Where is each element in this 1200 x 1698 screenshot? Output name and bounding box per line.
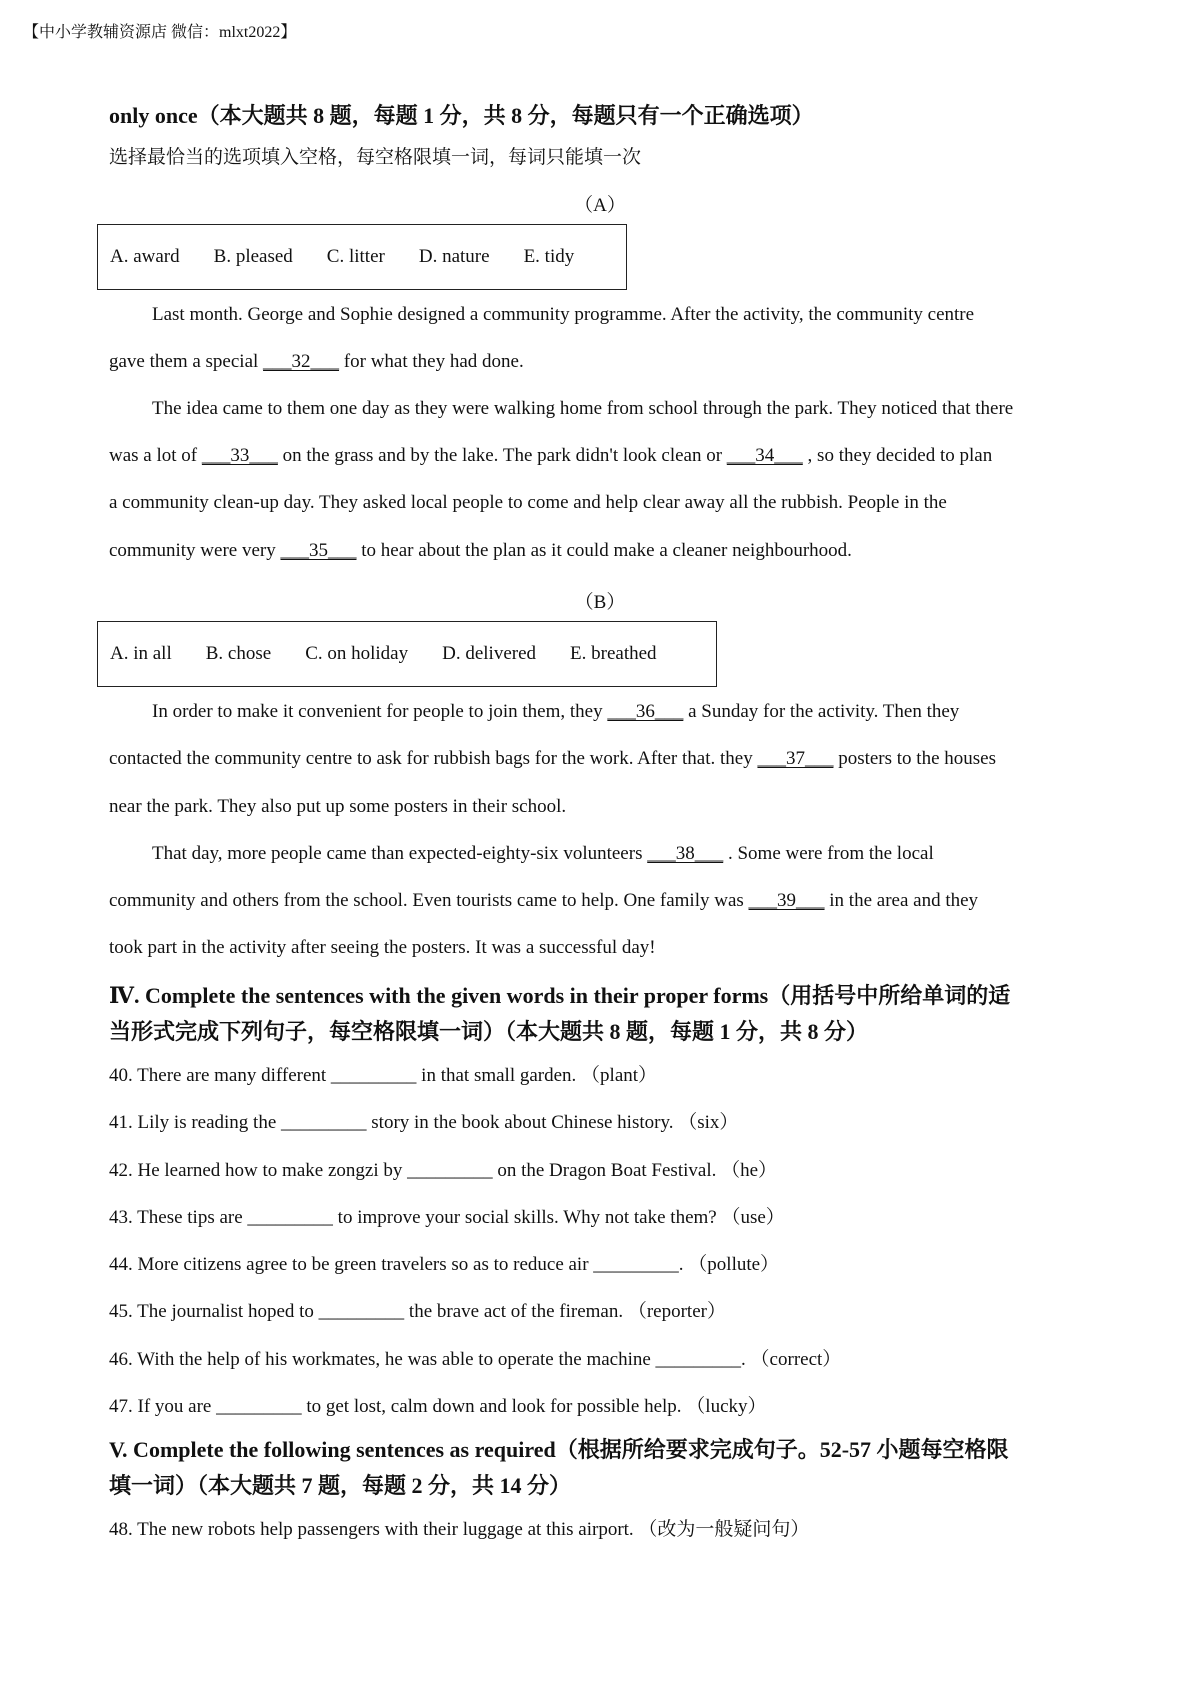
text: , so they decided to plan [802, 445, 993, 466]
passage-line [109, 351, 524, 373]
word-bank-option: B. chose [205, 643, 272, 664]
blank-34: ___34___ [726, 445, 803, 466]
blank-37: ___37___ [757, 748, 834, 769]
word-bank-option: A. in all [110, 643, 172, 664]
passage-line [109, 540, 852, 562]
word-bank-a [97, 224, 627, 290]
blank-39: ___39___ [748, 890, 825, 911]
question-41: 41. Lily is reading the _________ story in the book about Chinese history. （six） [109, 1112, 739, 1133]
text: a Sunday for the activity. Then they [683, 701, 960, 722]
blank-35: ___35___ [280, 540, 357, 561]
word-bank-b [97, 621, 717, 687]
passage-line [109, 890, 978, 912]
text: . Some were from the local [723, 843, 934, 864]
section-heading: only once（本大题共 8 题，每题 1 分，共 8 分，每题只有一个正确选项） [109, 103, 814, 128]
word-bank-option: E. breathed [570, 643, 657, 664]
text: community were very [109, 540, 281, 561]
passage-line: near the park. They also put up some posters in their school. [109, 796, 567, 817]
text: posters to the houses [833, 748, 996, 769]
passage-line: Last month. George and Sophie designed a community programme. After the activity, the community centre [152, 304, 975, 325]
word-bank-option: C. litter [326, 246, 385, 267]
question-42: 42. He learned how to make zongzi by _________ on the Dragon Boat Festival. （he） [109, 1160, 778, 1181]
text: gave them a special [109, 351, 264, 372]
section-heading: 当形式完成下列句子，每空格限填一词）（本大题共 8 题，每题 1 分，共 8 分） [109, 1019, 869, 1044]
text: to hear about the plan as it could make a cleaner neighbourhood. [356, 540, 852, 561]
text: in the area and they [824, 890, 979, 911]
watermark: 【中小学教辅资源店 微信：mlxt2022】 [23, 24, 297, 41]
passage-line: The idea came to them one day as they were walking home from school through the park. They noticed that there [152, 398, 1014, 419]
section-instruction: 选择最恰当的选项填入空格，每空格限填一词，每词只能填一次 [109, 147, 642, 168]
section-heading: V. Complete the following sentences as required（根据所给要求完成句子。52-57 小题每空格限 [109, 1437, 1009, 1462]
section-heading: Ⅳ. Complete the sentences with the given words in their proper forms（用括号中所给单词的适 [109, 983, 1011, 1008]
text: on the grass and by the lake. The park didn't look clean or [277, 445, 727, 466]
question-44: 44. More citizens agree to be green travelers so as to reduce air _________. （pollute） [109, 1254, 780, 1275]
text: for what they had done. [339, 351, 524, 372]
blank-38: ___38___ [647, 843, 724, 864]
blank-33: ___33___ [201, 445, 278, 466]
passage-line: a community clean-up day. They asked local people to come and help clear away all the rubbish. People in the [109, 492, 947, 513]
word-bank-option: B. pleased [213, 246, 293, 267]
word-bank-option: A. award [110, 246, 180, 267]
text: was a lot of [109, 445, 202, 466]
question-43: 43. These tips are _________ to improve your social skills. Why not take them? （use） [109, 1207, 785, 1228]
passage-line [152, 701, 959, 723]
passage-line [109, 748, 996, 770]
question-46: 46. With the help of his workmates, he was able to operate the machine _________. （correct） [109, 1349, 842, 1370]
question-40: 40. There are many different _________ in that small garden. （plant） [109, 1065, 658, 1086]
question-47: 47. If you are _________ to get lost, calm down and look for possible help. （lucky） [109, 1396, 767, 1417]
blank-32: ___32___ [263, 351, 340, 372]
passage-line [109, 445, 992, 467]
text: contacted the community centre to ask for rubbish bags for the work. After that. they [109, 748, 758, 769]
text: In order to make it convenient for people to join them, they [152, 701, 608, 722]
section-heading: 填一词）（本大题共 7 题，每题 2 分，共 14 分） [109, 1473, 572, 1498]
word-bank-option: E. tidy [523, 246, 575, 267]
blank-36: ___36___ [607, 701, 684, 722]
question-45: 45. The journalist hoped to _________ the brave act of the fireman. （reporter） [109, 1301, 726, 1322]
word-bank-option: C. on holiday [305, 643, 409, 664]
word-bank-option: D. delivered [442, 643, 537, 664]
question-48: 48. The new robots help passengers with their luggage at this airport. （改为一般疑问句） [109, 1519, 810, 1540]
part-b-label: （B） [574, 592, 626, 613]
text: That day, more people came than expected-eighty-six volunteers [152, 843, 648, 864]
part-a-label: （A） [574, 195, 626, 216]
word-bank-option: D. nature [418, 246, 490, 267]
passage-line [152, 843, 934, 865]
passage-line: took part in the activity after seeing the posters. It was a successful day! [109, 937, 656, 958]
text: community and others from the school. Even tourists came to help. One family was [109, 890, 749, 911]
